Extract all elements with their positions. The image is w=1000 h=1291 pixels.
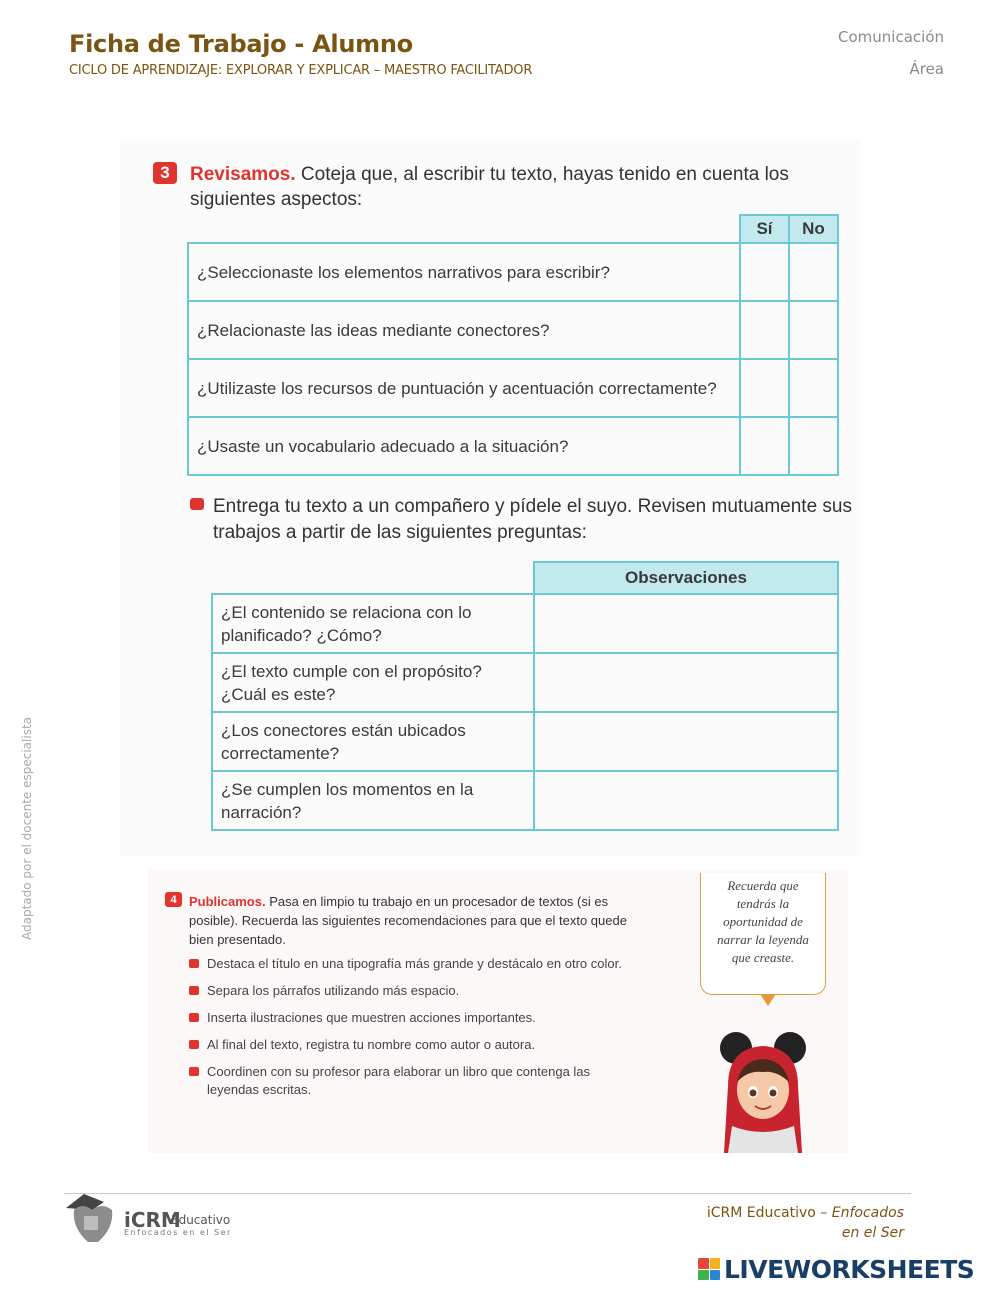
list-item: Al final del texto, registra tu nombre como autor o autora. [189,1036,629,1054]
answer-cell-no[interactable] [789,301,838,359]
list-item: Coordinen con su profesor para elaborar un libro que contenga las leyendas escritas. [189,1063,629,1099]
answer-cell-no[interactable] [789,243,838,301]
answer-cell-si[interactable] [740,301,789,359]
checklist-question: ¿Usaste un vocabulario adecuado a la situación? [188,417,740,475]
table-row [212,594,838,653]
logo-suffix: Educativo [171,1213,231,1227]
page-title: Ficha de Trabajo - Alumno [69,30,413,58]
review-question: ¿El contenido se relaciona con lo planificado? ¿Cómo? [212,594,534,653]
bullet-icon [190,498,204,510]
list-item: Separa los párrafos utilizando más espacio. [189,982,629,1000]
area-value: Comunicación [838,28,944,46]
review-question: ¿Se cumplen los momentos en la narración? [212,771,534,830]
footer-brand-line2: en el Ser [841,1225,904,1241]
table-row [212,771,838,830]
answer-cell-si[interactable] [740,359,789,417]
checklist-question: ¿Seleccionaste los elementos narrativos para escribir? [188,243,740,301]
peer-review-instruction: Entrega tu texto a un compañero y pídele el suyo. Revisen mutuamente sus trabajos a partir de las siguientes preguntas: [213,496,852,543]
section-3-heading [190,162,790,212]
recommendations-list [189,955,629,1108]
liveworksheets-wordmark: LIVEWORKSHEETS [724,1254,975,1284]
table-row [188,243,838,301]
observation-cell[interactable] [534,594,838,653]
list-item: Destaca el título en una tipografía más grande y destácalo en otro color. [189,955,629,973]
logo-name: iCRM [124,1208,181,1232]
girl-character-illustration [718,1026,808,1153]
observation-cell[interactable] [534,712,838,771]
page-subtitle: CICLO DE APRENDIZAJE: EXPLORAR Y EXPLICAR – MAESTRO FACILITADOR [69,63,533,78]
bullet-icon [189,1013,199,1022]
area-label: Área [909,60,944,78]
table-row [212,712,838,771]
section-3-number: 3 [153,162,177,184]
bullet-icon [189,986,199,995]
table-row [188,417,838,475]
observations-table [211,561,839,831]
speech-bubble-tail [760,994,776,1006]
logo-tagline: Enfocados en el Ser [124,1228,232,1237]
section-4-number: 4 [165,892,182,907]
section-4-heading [189,892,629,949]
table-row [212,653,838,712]
column-header-observaciones: Observaciones [534,562,838,594]
checklist-table [187,214,839,476]
speech-bubble: Recuerda que tendrás la oportunidad de narrar la leyenda que creaste. [700,873,826,995]
liveworksheets-logo[interactable] [698,1255,974,1283]
table-row [188,359,838,417]
answer-cell-no[interactable] [789,359,838,417]
observation-cell[interactable] [534,771,838,830]
side-note: Adaptado por el docente especialista [20,716,34,940]
bullet-icon [189,1067,199,1076]
review-question: ¿Los conectores están ubicados correctamente? [212,712,534,771]
bullet-icon [189,1040,199,1049]
answer-cell-no[interactable] [789,417,838,475]
observation-cell[interactable] [534,653,838,712]
section-4-instruction: Pasa en limpio tu trabajo en un procesador de textos (si es posible). Recuerda las siguientes recomendaciones para que el texto quede bien presentado. [189,894,627,947]
checklist-question: ¿Utilizaste los recursos de puntuación y acentuación correctamente? [188,359,740,417]
review-question: ¿El texto cumple con el propósito? ¿Cuál es este? [212,653,534,712]
liveworksheets-icon [698,1258,720,1280]
column-header-no: No [789,215,838,243]
section-3-keyword: Revisamos. [190,164,296,185]
checklist-question: ¿Relacionaste las ideas mediante conectores? [188,301,740,359]
answer-cell-si[interactable] [740,243,789,301]
footer-brand-line1: iCRM Educativo – Enfocados [706,1205,904,1221]
column-header-si: Sí [740,215,789,243]
answer-cell-si[interactable] [740,417,789,475]
list-item: Inserta ilustraciones que muestren acciones importantes. [189,1009,629,1027]
bullet-icon [189,959,199,968]
section-4-keyword: Publicamos. [189,894,266,909]
section-3-instruction: Coteja que, al escribir tu texto, hayas tenido en cuenta los siguientes aspectos: [190,164,789,210]
table-row [188,301,838,359]
